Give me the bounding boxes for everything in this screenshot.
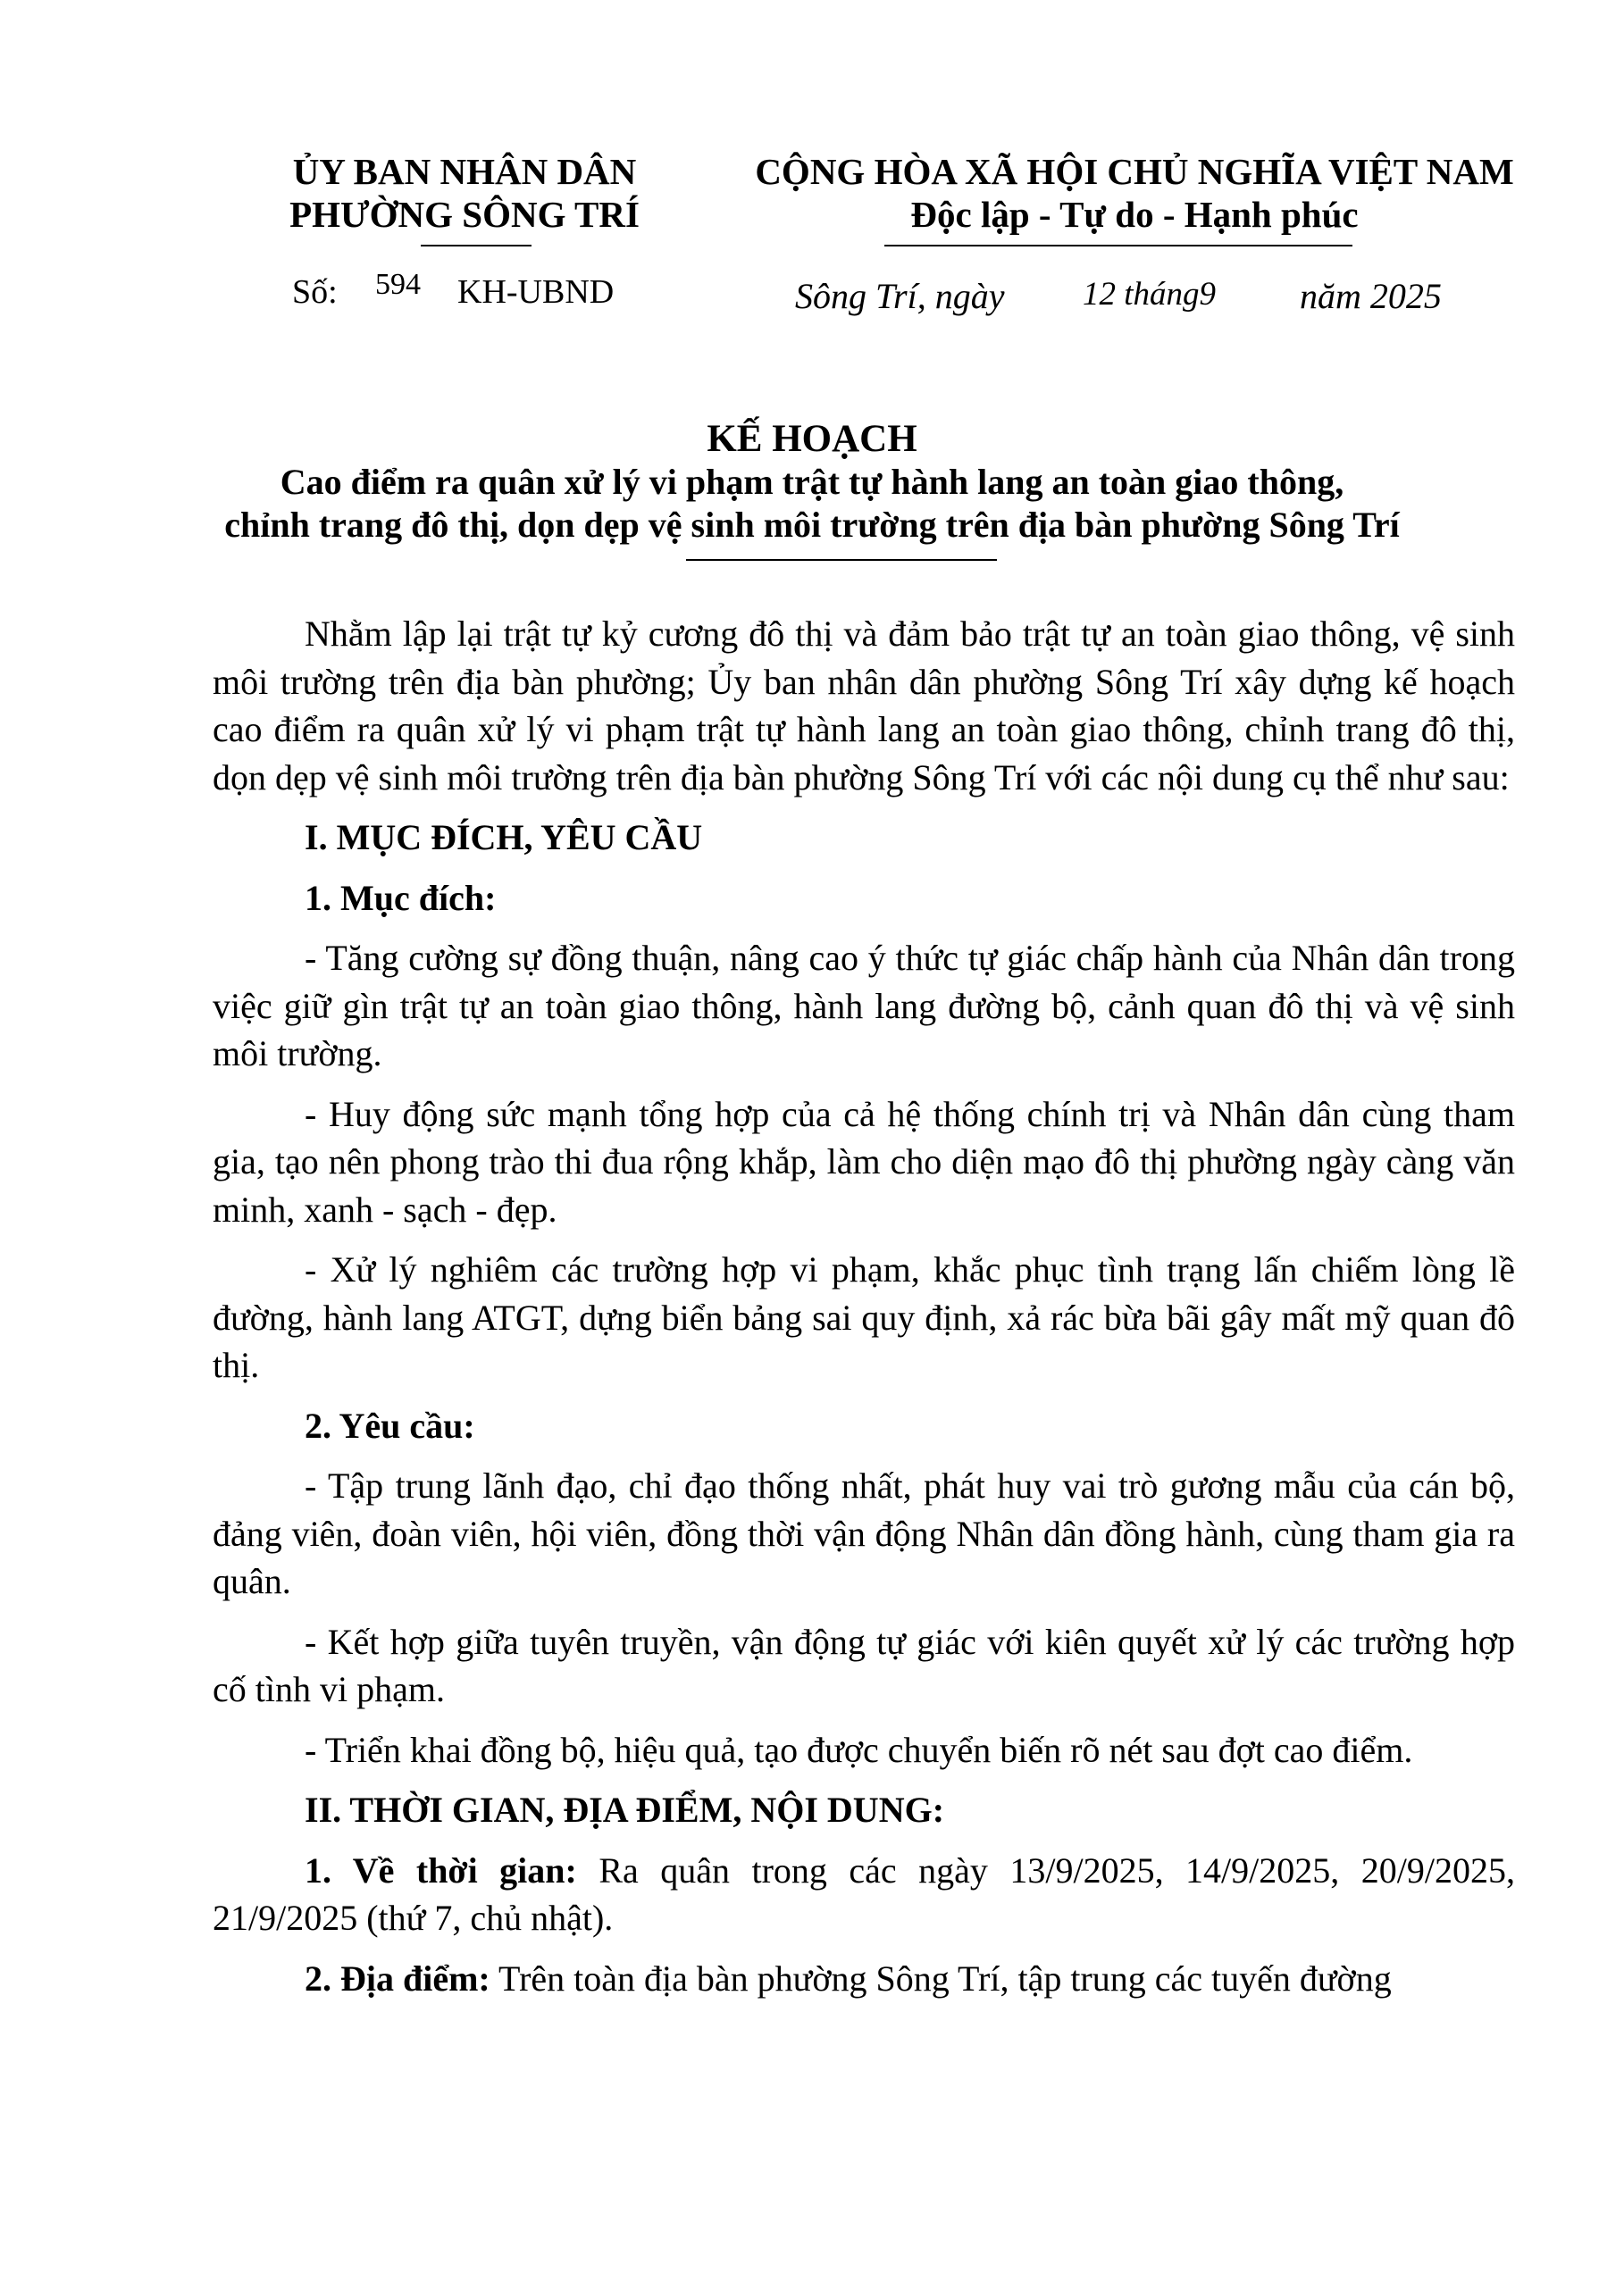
authority-line-2: PHƯỜNG SÔNG TRÍ <box>289 194 640 235</box>
motto: Độc lập - Tự do - Hạnh phúc <box>910 194 1359 235</box>
title-underline <box>686 559 997 561</box>
time-text: Ra quân trong các ngày 13/9/2025, 14/9/2025, 20/9/2025, 21/9/2025 (thứ 7, chủ nhật). <box>213 1849 1515 1938</box>
place-label: 2. Địa điểm: <box>305 1958 490 1999</box>
requirement-item: - Tập trung lãnh đạo, chỉ đạo thống nhất, phát huy vai trò gương mẫu của cán bộ, đảng viên, đoàn viên, hội viên, đồng thời vận động Nhân dân đồng hành, cùng tham gia ra quân. <box>213 1465 1515 1601</box>
purpose-item: - Xử lý nghiêm các trường hợp vi phạm, khắc phục tình trạng lấn chiếm lòng lề đường, hành lang ATGT, dựng biển bảng sai quy định, xả rác bừa bãi gây mất mỹ quan đô thị. <box>213 1249 1515 1385</box>
date-year: năm 2025 <box>1300 276 1442 316</box>
section-1-heading: I. MỤC ĐÍCH, YÊU CẦU <box>305 817 703 857</box>
date-place: Sông Trí, ngày <box>795 276 1005 316</box>
document-number: 594 <box>375 268 421 301</box>
authority-line-1: ỦY BAN NHÂN DÂN <box>292 151 637 192</box>
document-body <box>213 610 1515 2002</box>
purpose-item: - Tăng cường sự đồng thuận, nâng cao ý thức tự giác chấp hành của Nhân dân trong việc giữ gìn trật tự an toàn giao thông, hành lang đường bộ, cảnh quan đô thị và vệ sinh môi trường. <box>213 938 1515 1073</box>
authority-underline <box>421 245 532 246</box>
requirement-heading: 2. Yêu cầu: <box>305 1405 475 1446</box>
nation-name: CỘNG HÒA XÃ HỘI CHỦ NGHĨA VIỆT NAM <box>755 151 1514 192</box>
motto-underline <box>884 245 1352 246</box>
time-paragraph <box>213 1847 1515 1942</box>
document-number-label: Số: <box>292 273 338 311</box>
document-number-suffix: KH-UBND <box>457 273 615 311</box>
intro-paragraph: Nhằm lập lại trật tự kỷ cương đô thị và đảm bảo trật tự an toàn giao thông, vệ sinh môi trường trên địa bàn phường; Ủy ban nhân dân phường Sông Trí xây dựng kế hoạch cao điểm ra quân xử lý vi phạm trật tự hành lang an toàn giao thông, chỉnh trang đô thị, dọn dẹp vệ sinh môi trường trên địa bàn phường Sông Trí với các nội dung cụ thể như sau: <box>213 614 1515 797</box>
document-title: KẾ HOẠCH <box>707 418 917 460</box>
national-motto <box>732 150 1536 236</box>
document-subtitle-line-2: chỉnh trang đô thị, dọn dẹp vệ sinh môi trường trên địa bàn phường Sông Trí <box>224 505 1400 545</box>
date-day-month: 12 tháng9 <box>1083 276 1217 313</box>
purpose-item: - Huy động sức mạnh tổng hợp của cả hệ thống chính trị và Nhân dân cùng tham gia, tạo nên phong trào thi đua rộng khắp, làm cho diện mạo đô thị phường ngày càng văn minh, xanh - sạch - đẹp. <box>213 1093 1515 1230</box>
document-subtitle-line-1: Cao điểm ra quân xử lý vi phạm trật tự hành lang an toàn giao thông, <box>280 462 1344 502</box>
place-paragraph <box>213 1955 1515 2003</box>
requirement-item: - Kết hợp giữa tuyên truyền, vận động tự giác với kiên quyết xử lý các trường hợp cố tình vi phạm. <box>213 1621 1515 1709</box>
requirement-item: - Triển khai đồng bộ, hiệu quả, tạo được chuyển biến rõ nét sau đợt cao điểm. <box>305 1729 1413 1770</box>
section-2-heading: II. THỜI GIAN, ĐỊA ĐIỂM, NỘI DUNG: <box>305 1790 945 1830</box>
purpose-heading: 1. Mục đích: <box>305 877 497 918</box>
issuing-authority <box>259 150 670 236</box>
time-label: 1. Về thời gian: <box>305 1849 577 1891</box>
place-text: Trên toàn địa bàn phường Sông Trí, tập trung các tuyến đường <box>490 1958 1392 1999</box>
